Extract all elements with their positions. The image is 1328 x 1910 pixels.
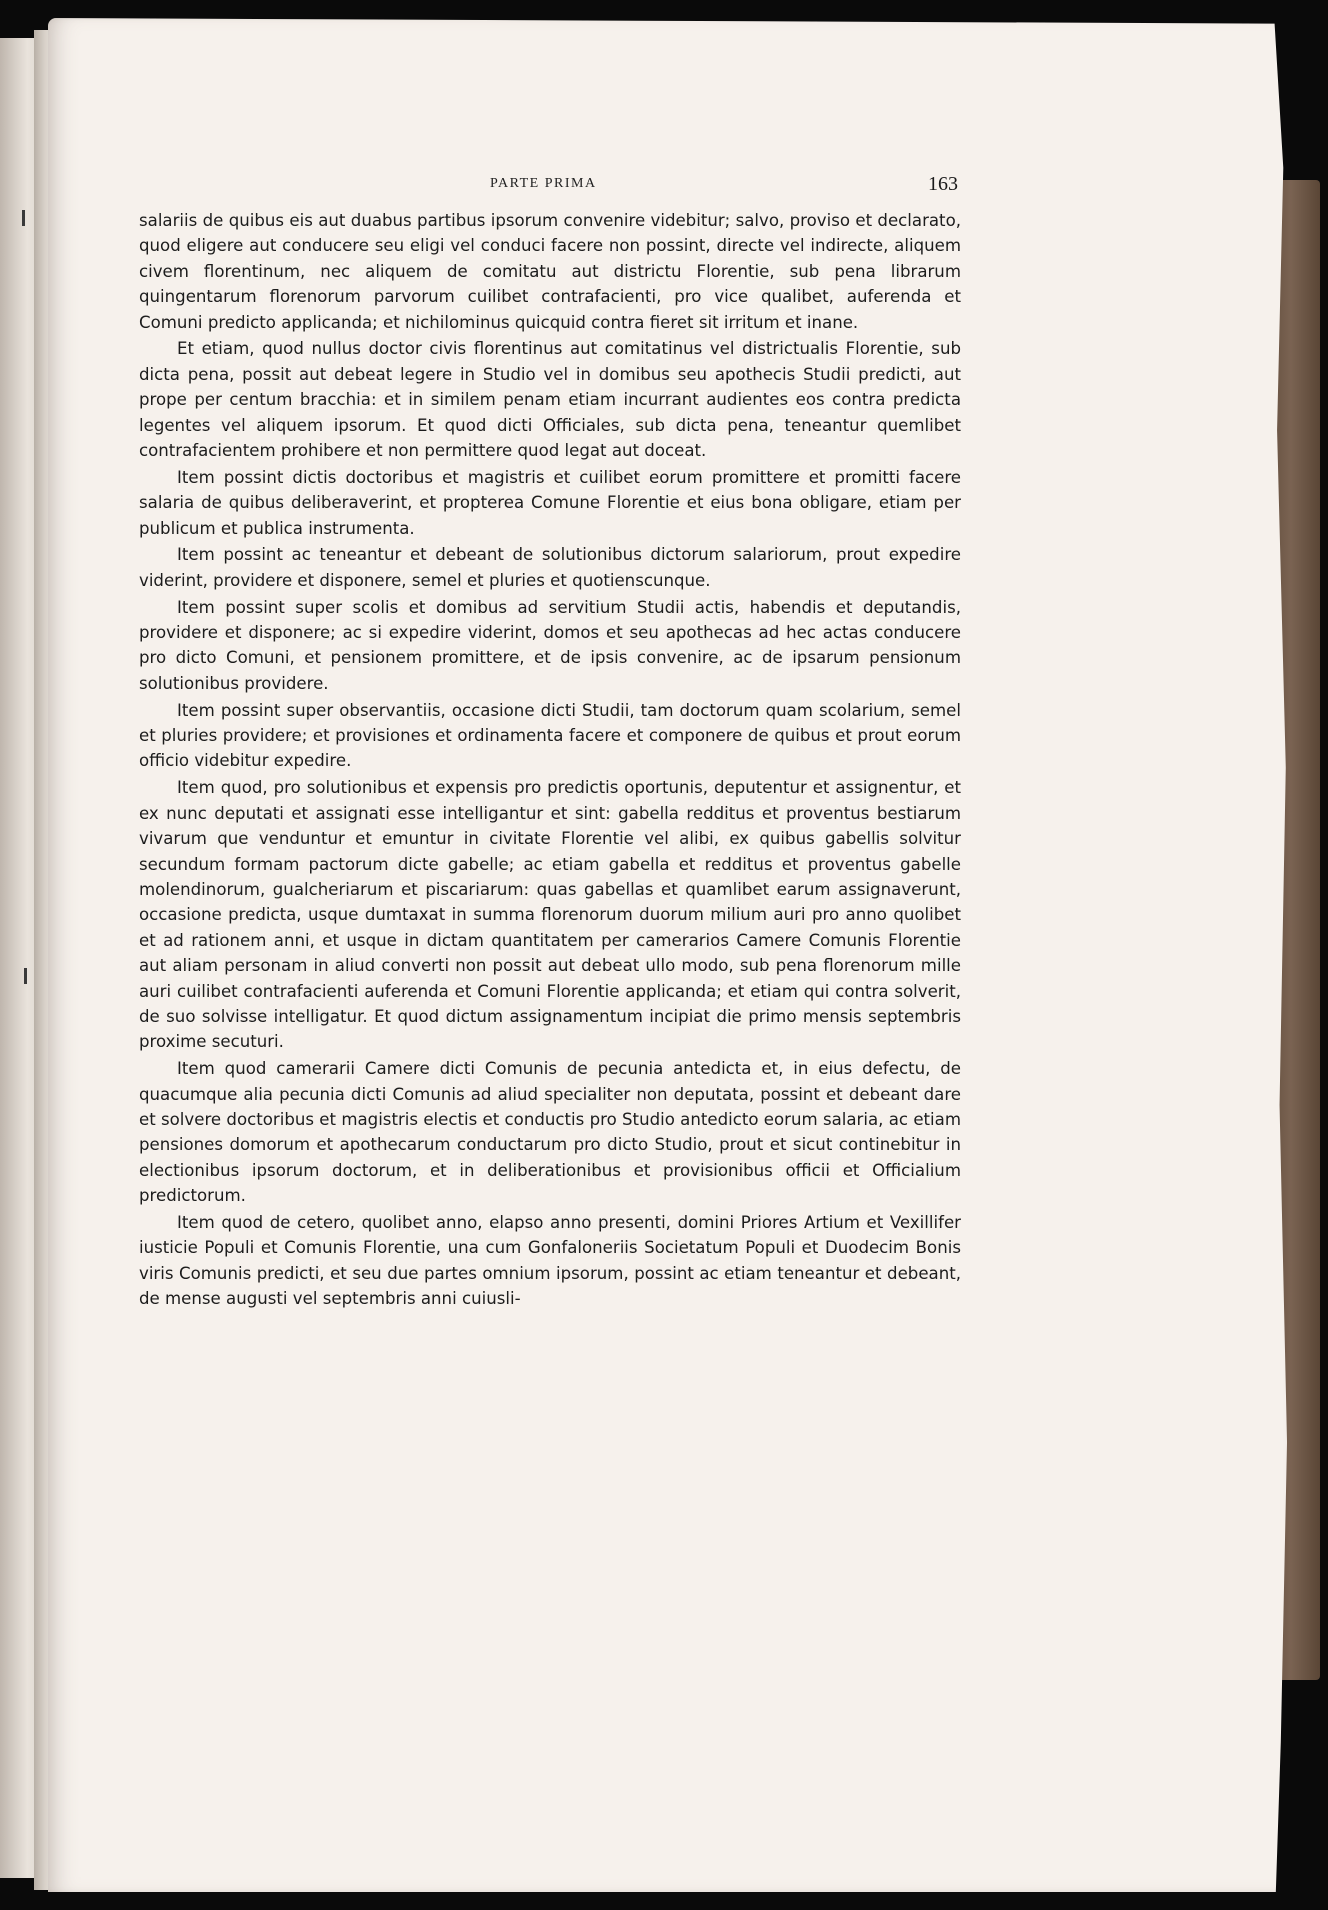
paragraph: Item possint dictis doctoribus et magistris et cuilibet eorum promittere et promitti facere salaria de quibus deliberaverint, et propterea Comune Florentie et eius bona obligare, etiam per publicum et publica instrumenta. (139, 467, 961, 538)
margin-mark (22, 210, 25, 226)
running-head-title: PARTE PRIMA (490, 176, 597, 191)
paragraph: Item quod camerarii Camere dicti Comunis de pecunia antedicta et, in eius defectu, de quacumque alia pecunia dicti Comunis ad aliud specialiter non deputata, possint et debeant dare et solvere doctoribus et magistris electis et conductis pro Studio antedicto eorum salaria, ac etiam pensiones domorum et apothecarum conductarum pro dicto Studio, prout et sicut continebitur in electionibus ipsorum doctorum, et in deliberationibus et provisionibus officii et Officialium predictorum. (139, 1059, 961, 1206)
margin-mark (24, 968, 27, 984)
paragraph: Et etiam, quod nullus doctor civis florentinus aut comitatinus vel districtualis Florentie, sub dicta pena, possit aut debeat legere in Studio vel in domibus seu apothecis Studii predicti, aut prope per centum bracchia: et in similem penam etiam incurrant audientes eos contra predicta legentes vel aliquem ipsorum. Et quod dicti Officiales, sub dicta pena, teneantur quemlibet contrafacientem prohibere et non permittere quod legat aut doceat. (139, 339, 961, 461)
paragraph: Item possint ac teneantur et debeant de solutionibus dictorum salariorum, prout expedire viderint, providere et disponere, semel et pluries et quotienscunque. (139, 545, 961, 590)
running-head (0, 173, 1328, 200)
page-number: 163 (928, 173, 958, 195)
body-text (139, 208, 961, 1313)
paragraph: Item possint super observantiis, occasione dicti Studii, tam doctorum quam scolarium, semel et pluries providere; et provisiones et ordinamenta facere et componere de quibus et prout eorum officio videbitur expedire. (139, 700, 961, 771)
paragraph: salariis de quibus eis aut duabus partibus ipsorum convenire videbitur; salvo, proviso et declarato, quod eligere aut conducere seu eligi vel conduci facere non possint, directe vel indirecte, aliquem civem florentinum, nec aliquem de comitatu aut districtu Florentie, sub pena librarum quingentarum florenorum parvorum cuilibet contrafacienti, pro vice qualibet, auferenda et Comuni predicto applicanda; et nichilominus quicquid contra fieret sit irritum et inane. (139, 211, 961, 332)
paragraph: Item quod, pro solutionibus et expensis pro predictis oportunis, deputentur et assignentur, et ex nunc deputati et assignati esse intelligantur et sint: gabella redditus et proventus bestiarum vivarum que venduntur et emuntur in civitate Florentie vel alibi, ex quibus gabellis solvitur secundum formam pactorum dicte gabelle; ac etiam gabella et redditus et proventus gabelle molendinorum, gualcheriarum et piscariarum: quas gabellas et quamlibet earum assignaverunt, occasione predicta, usque dumtaxat in summa florenorum duorum milium auri pro anno quolibet et ad rationem anni, et usque in dictam quantitatem per camerarios Camere Comunis Florentie aut aliam personam in aliud converti non possit aut debeat ullo modo, sub pena florenorum mille auri cuilibet contrafacienti auferenda et Comuni Florentie applicanda; et etiam qui contra solverit, de suo solvisse intelligatur. Et quod dictum assignamentum incipiat die primo mensis septembris proxime secuturi. (139, 778, 961, 1052)
paragraph: Item possint super scolis et domibus ad servitium Studii actis, habendis et deputandis, providere et disponere; ac si expedire viderint, domos et seu apothecas ad hec actas conducere pro dicto Comuni, et pensionem promittere, et de ipsis convenire, ac de ipsarum pensionum solutionibus providere. (139, 597, 961, 693)
paragraph: Item quod de cetero, quolibet anno, elapso anno presenti, domini Priores Artium et Vexillifer iusticie Populi et Comunis Florentie, una cum Gonfaloneriis Societatum Populi et Duodecim Bonis viris Comunis predicti, et seu due partes omnium ipsorum, possint ac etiam teneantur et debeant, de mense augusti vel septembris anni cuiusli- (139, 1212, 961, 1309)
